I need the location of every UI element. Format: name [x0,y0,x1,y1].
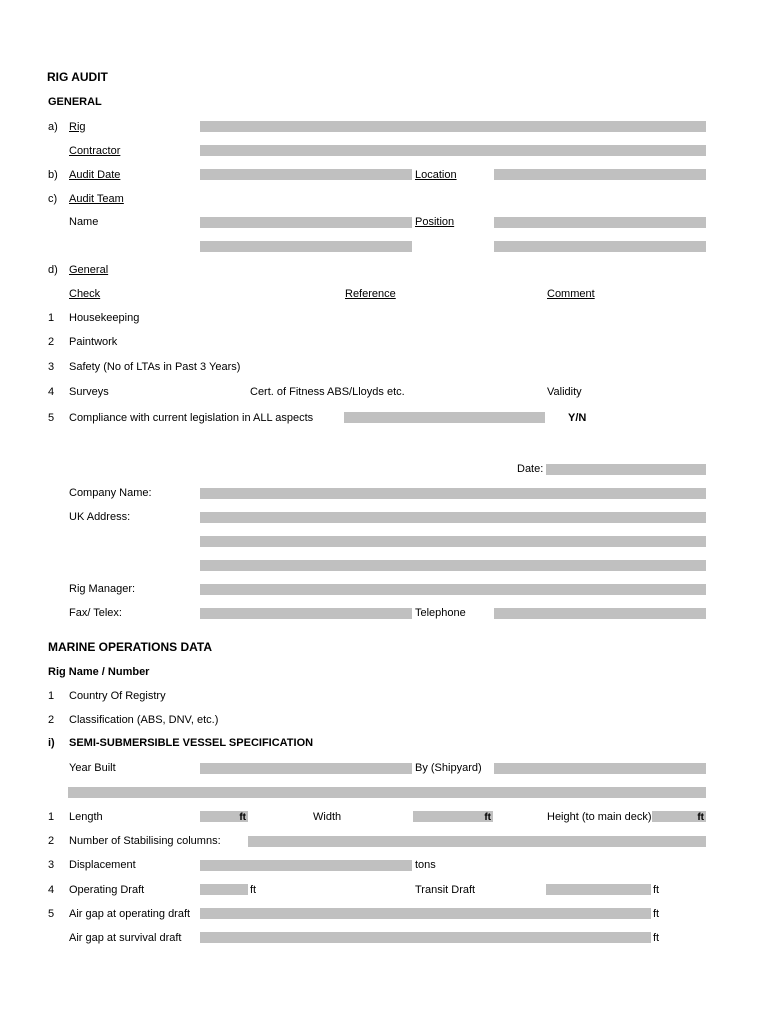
section-heading-general: GENERAL [48,96,102,108]
check-number: 4 [48,386,55,398]
uk-address-label: UK Address: [69,511,131,523]
location-field[interactable] [494,169,706,180]
classification-label: Classification (ABS, DNV, etc.) [69,714,219,726]
marine-item-number: 2 [48,714,55,726]
displacement-label: Displacement [69,859,136,871]
spec-number: 2 [48,835,55,847]
team-position-field-1[interactable] [494,217,706,228]
height-unit: ft [697,812,704,823]
rig-label: Rig [69,121,86,133]
rig-field[interactable] [200,121,706,132]
page-title: RIG AUDIT [47,70,108,84]
height-label: Height (to main deck) [547,811,652,823]
check-number: 1 [48,312,55,324]
rig-manager-field[interactable] [200,584,706,595]
check-item-housekeeping: Housekeeping [69,312,140,324]
spec-number: 5 [48,908,55,920]
displacement-field[interactable] [200,860,412,871]
vessel-spec-full-field[interactable] [68,787,706,798]
check-item-compliance: Compliance with current legislation in ALL aspects [69,412,314,424]
shipyard-label: By (Shipyard) [415,762,482,774]
stabilising-columns-label: Number of Stabilising columns: [69,835,221,847]
item-label-c: c) [48,193,58,205]
telephone-label: Telephone [415,607,466,619]
company-name-label: Company Name: [69,487,152,499]
uk-address-field-3[interactable] [200,560,706,571]
column-header-comment: Comment [547,288,595,300]
rig-name-number-heading: Rig Name / Number [48,666,150,678]
spec-number: 3 [48,859,55,871]
country-of-registry-label: Country Of Registry [69,690,166,702]
length-unit: ft [239,812,246,823]
location-label: Location [415,169,457,181]
check-number: 3 [48,361,55,373]
yes-no-indicator: Y/N [568,412,587,424]
check-item-safety: Safety (No of LTAs in Past 3 Years) [69,361,241,373]
air-gap-operating-unit: ft [653,908,660,920]
transit-draft-label: Transit Draft [415,884,476,896]
check-number: 2 [48,336,55,348]
team-position-field-2[interactable] [494,241,706,252]
fax-telex-field[interactable] [200,608,412,619]
tons-unit: tons [415,859,436,871]
width-unit: ft [484,812,491,823]
uk-address-field-1[interactable] [200,512,706,523]
check-item-paintwork: Paintwork [69,336,118,348]
team-name-field-1[interactable] [200,217,412,228]
air-gap-operating-field[interactable] [200,908,651,919]
date-label: Date: [517,463,544,475]
team-name-field-2[interactable] [200,241,412,252]
rig-manager-label: Rig Manager: [69,583,136,595]
operating-draft-label: Operating Draft [69,884,145,896]
contractor-label: Contractor [69,145,121,157]
column-header-reference: Reference [345,288,396,300]
uk-address-field-2[interactable] [200,536,706,547]
audit-team-label: Audit Team [69,193,124,205]
check-item-surveys: Surveys [69,386,109,398]
year-built-field[interactable] [200,763,412,774]
fax-telex-label: Fax/ Telex: [69,607,122,619]
item-label-d: d) [48,264,58,276]
width-label: Width [313,811,342,823]
operating-draft-unit: ft [250,884,257,896]
transit-draft-field[interactable] [546,884,651,895]
compliance-field[interactable] [344,412,545,423]
name-label: Name [69,216,99,228]
date-field[interactable] [546,464,706,475]
marine-item-number: 1 [48,690,55,702]
vessel-spec-heading: SEMI-SUBMERSIBLE VESSEL SPECIFICATION [69,737,314,749]
contractor-field[interactable] [200,145,706,156]
item-label-b: b) [48,169,58,181]
spec-number: 4 [48,884,55,896]
item-label-a: a) [48,121,58,133]
audit-date-label: Audit Date [69,169,121,181]
surveys-reference: Cert. of Fitness ABS/Lloyds etc. [250,386,405,398]
year-built-label: Year Built [69,762,116,774]
section-heading-marine: MARINE OPERATIONS DATA [48,640,212,654]
stabilising-columns-field[interactable] [248,836,706,847]
spec-number: 1 [48,811,55,823]
general-label: General [69,264,109,276]
shipyard-field[interactable] [494,763,706,774]
air-gap-survival-field[interactable] [200,932,651,943]
item-label-i: i) [48,737,55,749]
column-header-check: Check [69,288,101,300]
check-number: 5 [48,412,55,424]
air-gap-operating-label: Air gap at operating draft [69,908,191,920]
air-gap-survival-unit: ft [653,932,660,944]
transit-draft-unit: ft [653,884,660,896]
air-gap-survival-label: Air gap at survival draft [69,932,182,944]
telephone-field[interactable] [494,608,706,619]
surveys-comment: Validity [547,386,582,398]
operating-draft-field[interactable] [200,884,248,895]
position-label: Position [415,216,455,228]
company-name-field[interactable] [200,488,706,499]
audit-date-field[interactable] [200,169,412,180]
length-label: Length [69,811,103,823]
